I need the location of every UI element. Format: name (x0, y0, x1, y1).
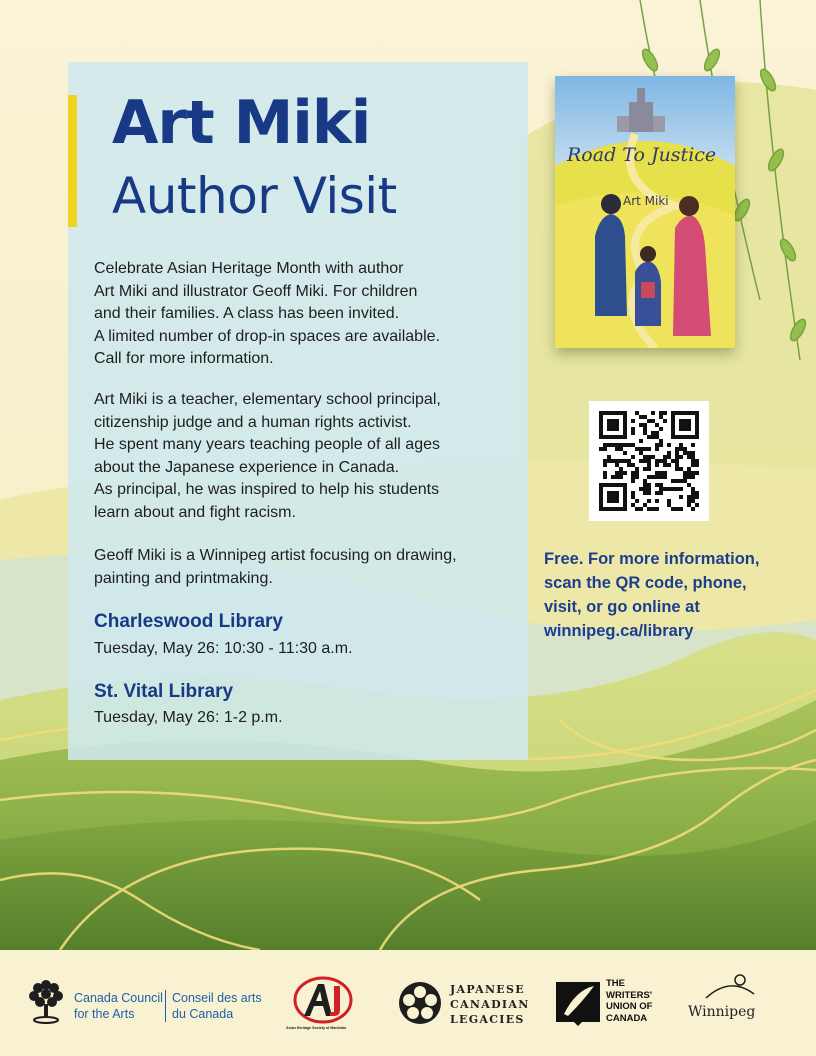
winnipeg-logo-icon (702, 972, 758, 1004)
text-line: A limited number of drop-in spaces are available. (94, 327, 440, 345)
canada-council-tree-icon (26, 980, 66, 1026)
text-line: CANADIAN (450, 998, 530, 1011)
text-line: Art Miki is a teacher, elementary school principal, (94, 391, 441, 408)
text-line: WRITERS' (606, 989, 653, 1001)
text-line: CANADA (606, 1012, 648, 1024)
text-line: citizenship judge and a human rights activist. (94, 413, 412, 431)
text-line: learn about and fight racism. (94, 503, 296, 521)
text-line: Canada Council (74, 991, 163, 1005)
sponsor-footer (0, 950, 816, 1056)
location-name-st-vital: St. Vital Library (94, 681, 234, 702)
text-line: LEGACIES (450, 1013, 525, 1026)
text-line: painting and printmaking. (94, 569, 273, 587)
canada-council-english (74, 990, 163, 1022)
description-paragraph-1 (94, 258, 514, 371)
text-line: Conseil des arts (172, 991, 262, 1005)
text-line: Celebrate Asian Heritage Month with author (94, 260, 404, 277)
text-line: As principal, he was inspired to help his students (94, 481, 440, 498)
japanese-canadian-legacies-crest-icon (397, 980, 443, 1026)
text-line: for the Arts (74, 1007, 135, 1021)
qr-code[interactable] (589, 401, 709, 521)
info-line: Free. For more information, (544, 550, 760, 568)
event-subtitle: Author Visit (112, 167, 397, 225)
more-info (544, 547, 804, 643)
qr-code-icon (599, 411, 699, 511)
text-line: He spent many years teaching people of all ages (94, 436, 440, 453)
book-cover-art (555, 76, 735, 348)
wuc-name (606, 978, 652, 1024)
divider (165, 990, 166, 1022)
jcl-name (450, 982, 530, 1027)
text-line: du Canada (172, 1007, 234, 1021)
text-line: UNION OF (606, 1001, 653, 1012)
book-title: Road To Justice (567, 144, 717, 166)
description-paragraph-2 (94, 389, 514, 524)
text-line: about the Japanese experience in Canada. (94, 458, 400, 476)
location-time-charleswood: Tuesday, May 26: 10:30 - 11:30 a.m. (94, 640, 353, 657)
text-line: Geoff Miki is a Winnipeg artist focusing on drawing, (94, 547, 457, 564)
info-line: scan the QR code, phone, (544, 574, 747, 592)
description-paragraph-3 (94, 545, 514, 590)
writers-union-book-icon (554, 980, 602, 1026)
event-title: Art Miki (112, 88, 371, 158)
location-time-st-vital: Tuesday, May 26: 1-2 p.m. (94, 709, 283, 726)
book-author: Art Miki (623, 194, 669, 208)
title-accent-bar (68, 95, 77, 227)
info-line: visit, or go online at (544, 598, 700, 616)
canada-council-french (172, 990, 262, 1022)
ahsm-name: Asian Heritage Society of Manitoba (286, 1026, 347, 1030)
winnipeg-name: Winnipeg (688, 1004, 756, 1020)
text-line: Call for more information. (94, 350, 274, 367)
location-name-charleswood: Charleswood Library (94, 611, 283, 632)
website-link[interactable]: winnipeg.ca/library (544, 622, 694, 640)
asian-heritage-society-logo-icon (290, 976, 356, 1026)
text-line: JAPANESE (450, 983, 525, 996)
text-line: and their families. A class has been invited. (94, 305, 400, 322)
text-line: Art Miki and illustrator Geoff Miki. For children (94, 282, 418, 300)
text-line: THE (606, 978, 625, 989)
book-cover (555, 76, 735, 348)
